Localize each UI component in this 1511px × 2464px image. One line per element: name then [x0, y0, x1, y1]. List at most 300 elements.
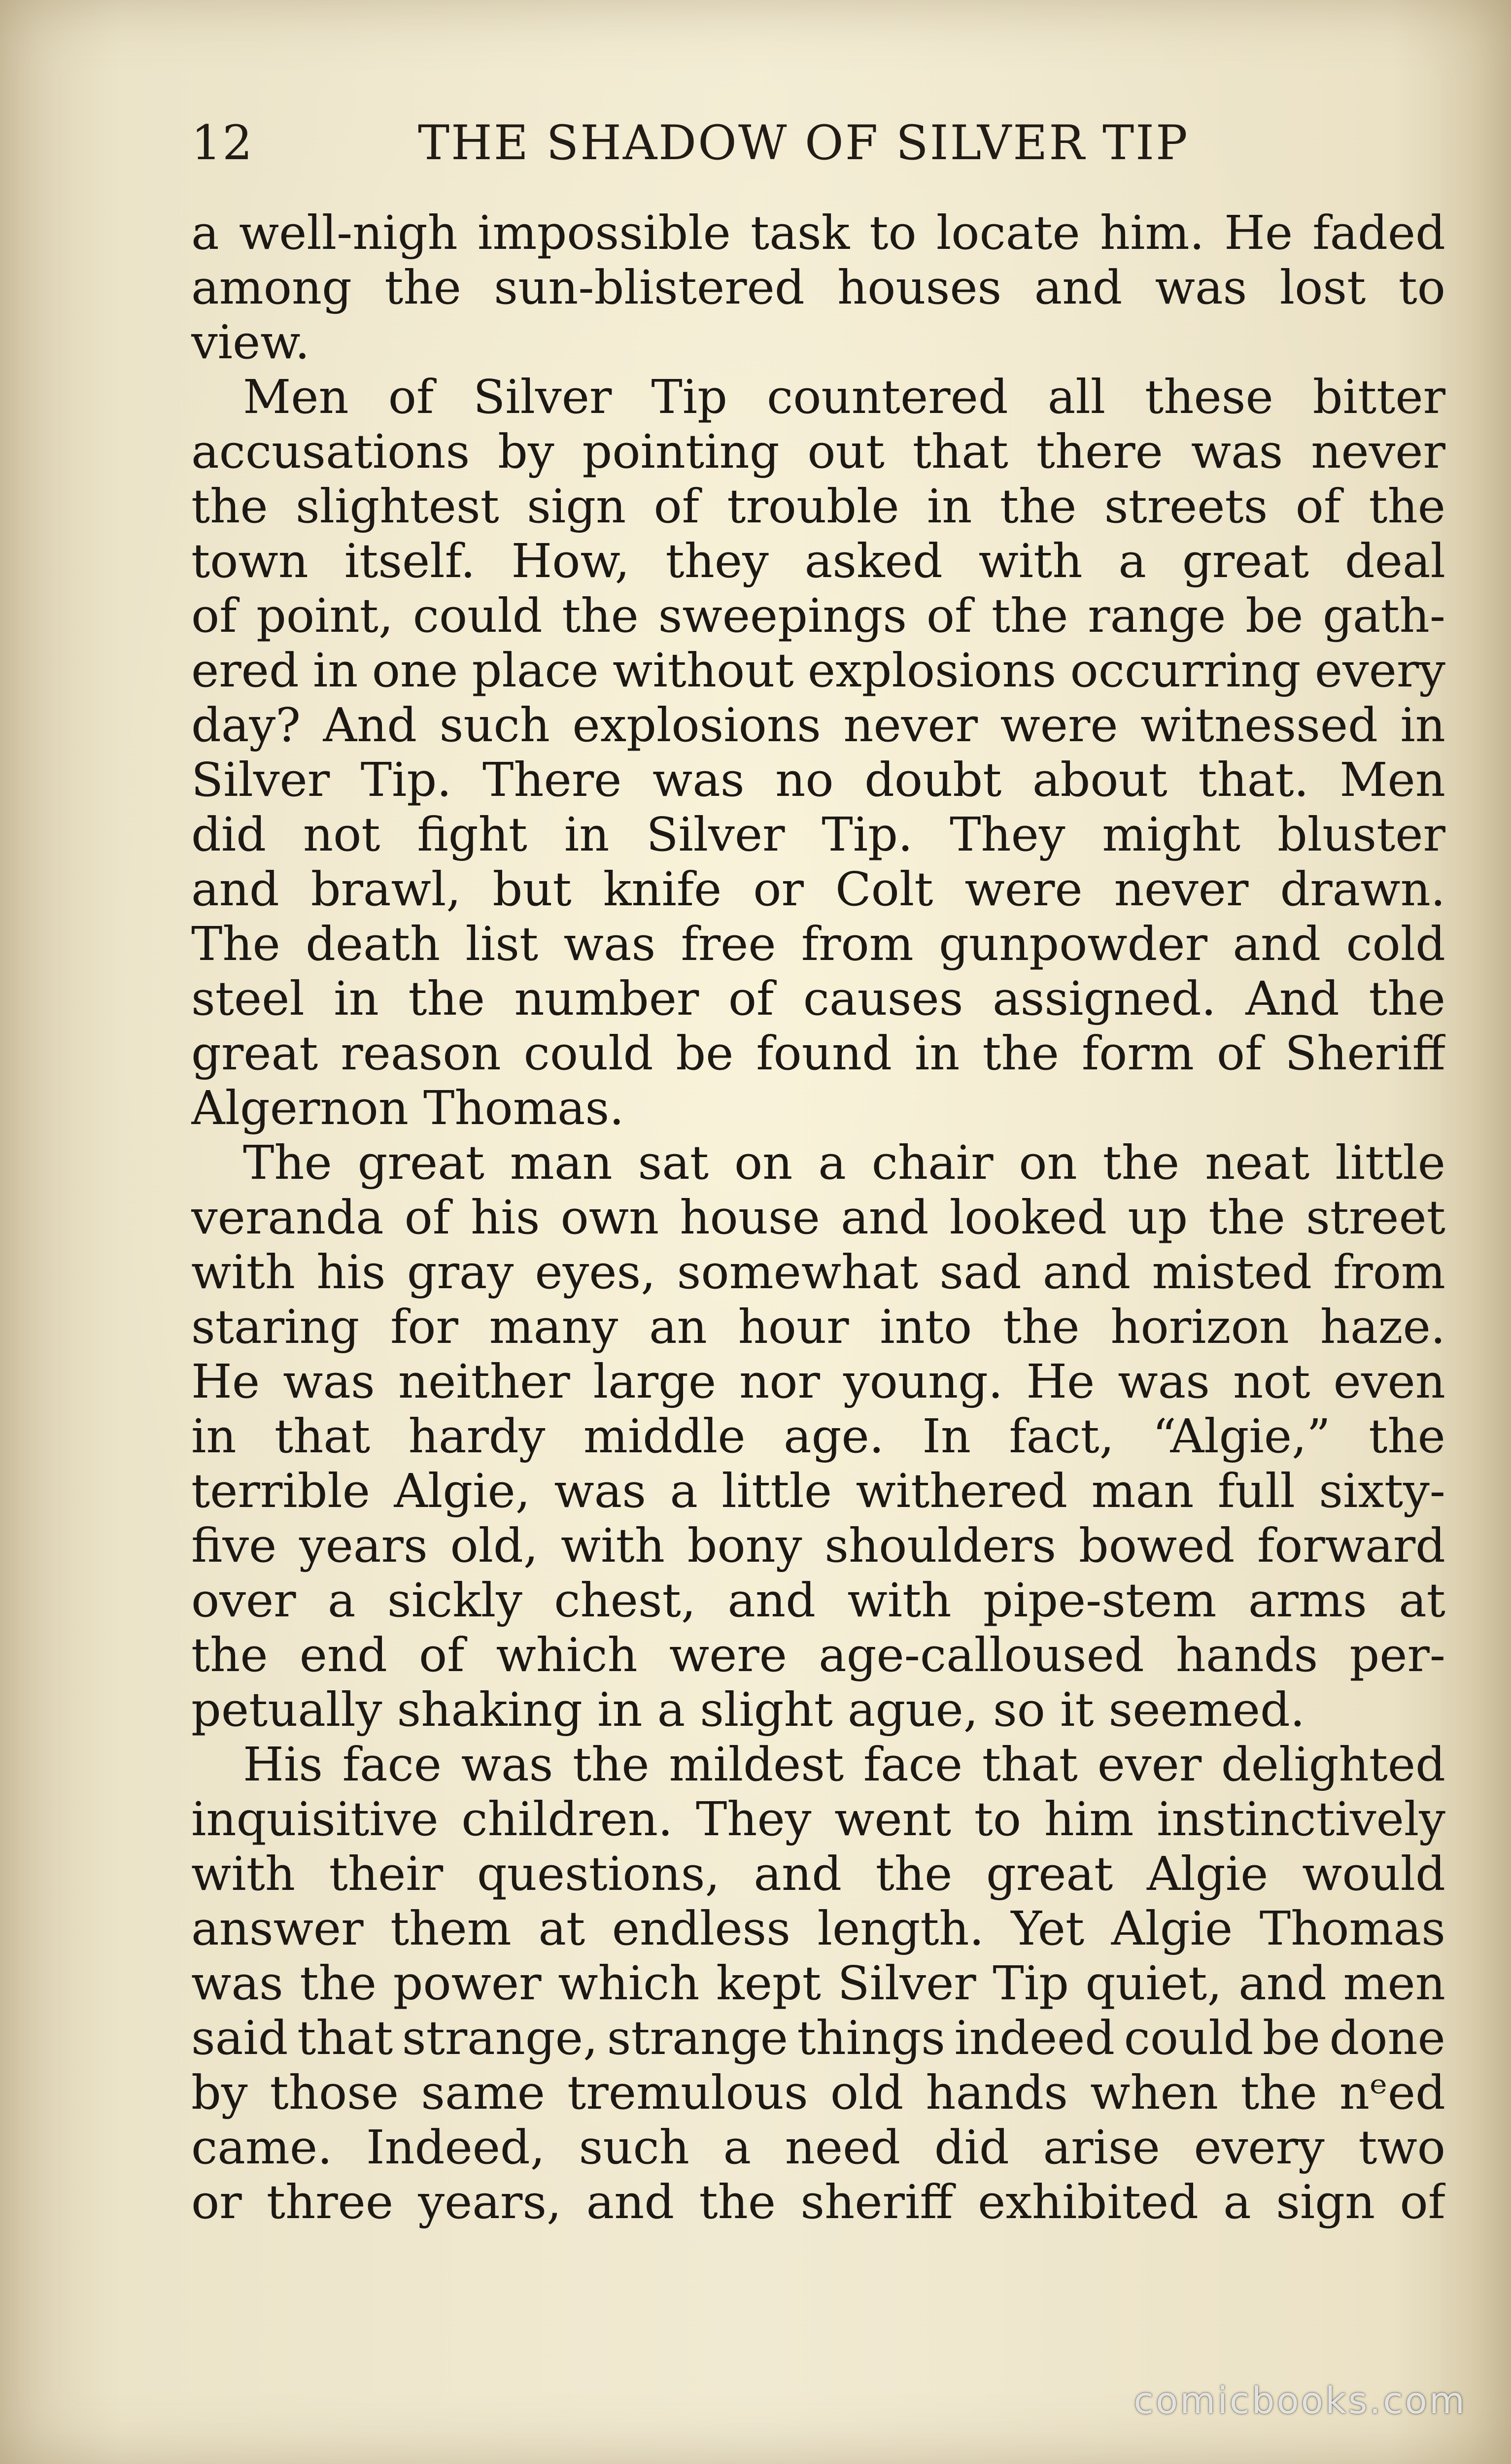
word: itself.: [344, 534, 476, 588]
word: in: [564, 808, 610, 862]
word: were: [669, 1628, 787, 1682]
word: He: [191, 1355, 260, 1409]
word: neither: [398, 1355, 570, 1409]
word: face: [863, 1738, 963, 1792]
word: years,: [418, 2175, 562, 2229]
word: years: [299, 1519, 428, 1573]
word: There: [482, 753, 622, 807]
word: neat: [1205, 1136, 1310, 1190]
word: that: [275, 1409, 371, 1464]
word: age-calloused: [819, 1628, 1144, 1682]
word: his: [471, 1191, 540, 1245]
word: with: [978, 534, 1083, 588]
word: little: [721, 1464, 832, 1518]
word: indeed: [954, 2011, 1115, 2065]
word: a: [1118, 534, 1146, 588]
word: on: [1019, 1136, 1077, 1190]
text-line: [191, 1683, 1445, 1738]
word: they: [665, 534, 769, 588]
word: all: [1047, 370, 1106, 424]
word: He: [1026, 1355, 1095, 1409]
word: the: [1003, 1300, 1080, 1354]
word: Silver: [837, 1956, 976, 2011]
word: every: [1194, 2121, 1325, 2175]
word: might: [1102, 808, 1241, 862]
word: day?: [191, 698, 301, 753]
word: and: [754, 1847, 842, 1901]
word: one: [372, 644, 458, 698]
word: the: [699, 2175, 776, 2229]
word: and: [1034, 261, 1123, 315]
word: withered: [856, 1464, 1068, 1518]
word: into: [880, 1300, 972, 1354]
text-line: [191, 808, 1445, 862]
text-line: [191, 862, 1445, 917]
word: Thomas: [1259, 1902, 1445, 1956]
word: of: [419, 1628, 465, 1682]
word: in: [1400, 698, 1445, 753]
word: with: [191, 1847, 296, 1901]
word: in: [927, 479, 972, 534]
word: misted: [1152, 1245, 1312, 1300]
word: two: [1358, 2121, 1445, 2175]
page-header: [191, 108, 1445, 177]
word: causes: [803, 972, 963, 1026]
word: could: [1124, 2011, 1254, 2065]
word: In: [922, 1409, 971, 1464]
text-line: [191, 2066, 1445, 2121]
word: faded: [1312, 206, 1445, 260]
word: a: [818, 1136, 846, 1190]
text-line: [191, 2011, 1445, 2066]
word: countered: [767, 370, 1008, 424]
word: of: [191, 589, 237, 643]
word: arise: [1043, 2121, 1160, 2175]
text-line: [191, 1081, 1445, 1136]
word: was: [191, 1956, 283, 2011]
word: drawn.: [1280, 862, 1445, 917]
word: was: [652, 753, 745, 807]
word: which: [558, 1956, 700, 2011]
word: about: [1032, 753, 1168, 807]
word: Sheriff: [1285, 1027, 1445, 1081]
word: chair: [871, 1136, 994, 1190]
word: that.: [1198, 753, 1309, 807]
word: explosions: [807, 644, 1057, 698]
word: sun-blistered: [494, 261, 805, 315]
word: sickly: [387, 1574, 522, 1628]
word: no: [775, 753, 834, 807]
word: and: [1238, 1956, 1327, 2011]
word: for: [390, 1300, 458, 1354]
word: well-nigh: [239, 206, 458, 260]
word: there: [1036, 425, 1163, 479]
word: be: [1262, 2011, 1320, 2065]
word: did: [934, 2121, 1009, 2175]
word: by: [498, 425, 554, 479]
word: at: [538, 1902, 585, 1956]
word: came.: [191, 2121, 333, 2175]
word: the: [982, 1027, 1060, 1081]
word: seemed.: [1108, 1683, 1305, 1737]
word: was: [1118, 1355, 1210, 1409]
word: exhibited: [978, 2175, 1199, 2229]
word: be: [676, 1027, 734, 1081]
word: or: [191, 2175, 242, 2229]
word: was: [563, 917, 656, 971]
word: Silver: [191, 753, 330, 807]
word: three: [266, 2175, 394, 2229]
word: old: [830, 2066, 904, 2120]
word: him: [1044, 1792, 1134, 1847]
word: every: [1314, 644, 1445, 698]
word: list: [465, 917, 539, 971]
word: gath-: [1323, 589, 1445, 643]
text-line: [191, 425, 1445, 479]
text-line: [191, 1300, 1445, 1355]
word: a: [670, 1464, 698, 1518]
word: free: [681, 917, 776, 971]
word: He: [1224, 206, 1293, 260]
word: The: [243, 1136, 332, 1190]
text-line: [191, 1792, 1445, 1847]
word: need: [785, 2121, 901, 2175]
word: steel: [191, 972, 305, 1026]
word: five: [191, 1519, 277, 1573]
text-line: [191, 1136, 1445, 1191]
word: strange: [607, 2011, 788, 2065]
word: so: [993, 1683, 1045, 1737]
word: and: [1233, 917, 1321, 971]
text-line: [191, 2121, 1445, 2175]
word: men: [1343, 1956, 1445, 2011]
word: Yet: [1011, 1902, 1085, 1956]
text-line: [191, 479, 1445, 534]
word: the: [875, 1847, 953, 1901]
word: They: [695, 1792, 812, 1847]
text-line: [191, 972, 1445, 1027]
word: when: [1090, 2066, 1219, 2120]
word: inquisitive: [191, 1792, 439, 1847]
word: quiet,: [1085, 1956, 1222, 2011]
word: man: [510, 1136, 613, 1190]
word: to: [974, 1792, 1022, 1847]
word: age.: [784, 1409, 884, 1464]
word: from: [801, 917, 914, 971]
word: of: [404, 1191, 450, 1245]
word: never: [1114, 862, 1249, 917]
word: of: [728, 972, 774, 1026]
word: mildest: [669, 1738, 844, 1792]
word: haze.: [1320, 1300, 1445, 1354]
word: petually: [191, 1683, 382, 1737]
word: bitter: [1312, 370, 1445, 424]
word: full: [1217, 1464, 1295, 1518]
word: the: [1369, 972, 1445, 1026]
word: end: [299, 1628, 387, 1682]
word: done: [1329, 2011, 1445, 2065]
word: hands: [1175, 1628, 1318, 1682]
text-line: [191, 753, 1445, 808]
word: not: [1233, 1355, 1310, 1409]
word: ered: [191, 644, 299, 698]
word: shoulders: [824, 1519, 1057, 1573]
word: same: [421, 2066, 545, 2120]
word: They: [950, 808, 1065, 862]
text-line: [191, 534, 1445, 589]
word: death: [306, 917, 441, 971]
word: of: [1295, 479, 1341, 534]
word: up: [1128, 1191, 1188, 1245]
text-line: [191, 206, 1445, 261]
word: eyes,: [535, 1245, 656, 1300]
word: on: [734, 1136, 793, 1190]
word: said: [191, 2011, 288, 2065]
word: bony: [687, 1519, 802, 1573]
word: out: [807, 425, 885, 479]
word: And: [1245, 972, 1339, 1026]
text-line: [191, 1464, 1445, 1519]
word: “Algie,”: [1152, 1409, 1331, 1464]
word: and: [191, 862, 279, 917]
text-line: [191, 1574, 1445, 1628]
word: reason: [341, 1027, 501, 1081]
word: his: [316, 1245, 386, 1300]
word: houses: [837, 261, 1002, 315]
text-line: [191, 1191, 1445, 1245]
word: sweepings: [658, 589, 907, 643]
word: of: [653, 479, 699, 534]
word: answer: [191, 1902, 364, 1956]
word: fact,: [1009, 1409, 1114, 1464]
word: point,: [256, 589, 394, 643]
word: house: [680, 1191, 820, 1245]
word: Thomas.: [423, 1081, 624, 1135]
word: found: [756, 1027, 892, 1081]
word: hour: [738, 1300, 849, 1354]
word: in: [334, 972, 379, 1026]
word: trouble: [727, 479, 899, 534]
word: task: [751, 206, 850, 260]
word: a: [1223, 2175, 1251, 2229]
word: such: [579, 2121, 689, 2175]
page-number: 12: [191, 115, 254, 171]
word: brawl,: [310, 862, 461, 917]
word: explosions: [572, 698, 821, 753]
word: to: [869, 206, 917, 260]
word: fight: [417, 808, 527, 862]
word: was: [283, 1355, 375, 1409]
word: strange,: [402, 2011, 598, 2065]
word: never: [1311, 425, 1445, 479]
word: accusations: [191, 425, 470, 479]
text-line: [191, 2175, 1445, 2230]
text-line: [191, 1245, 1445, 1300]
word: veranda: [191, 1191, 384, 1245]
word: little: [1335, 1136, 1445, 1190]
word: young.: [843, 1355, 1003, 1409]
word: him.: [1099, 206, 1204, 260]
word: endless: [612, 1902, 791, 1956]
word: His: [243, 1738, 323, 1792]
word: terrible: [191, 1464, 371, 1518]
word: them: [390, 1902, 512, 1956]
word: Algie: [1146, 1847, 1269, 1901]
word: hands: [926, 2066, 1068, 2120]
word: sixty-: [1319, 1464, 1445, 1518]
text-line: [191, 261, 1445, 315]
word: delighted: [1221, 1738, 1445, 1792]
word: were: [964, 862, 1083, 917]
word: but: [492, 862, 572, 917]
word: ague,: [847, 1683, 978, 1737]
word: sad: [939, 1245, 1022, 1300]
word: the: [1369, 479, 1445, 534]
word: gray: [407, 1245, 514, 1300]
word: great: [357, 1136, 484, 1190]
text-line: [191, 315, 1445, 370]
word: the: [408, 972, 485, 1026]
word: ever: [1097, 1738, 1202, 1792]
word: Silver: [646, 808, 785, 862]
word: those: [270, 2066, 399, 2120]
word: the: [384, 261, 461, 315]
word: slight: [700, 1683, 833, 1737]
word: shaking: [397, 1683, 583, 1737]
word: nor: [739, 1355, 820, 1409]
word: the: [991, 589, 1068, 643]
word: an: [649, 1300, 707, 1354]
word: that: [982, 1738, 1078, 1792]
word: which: [496, 1628, 638, 1682]
word: over: [191, 1574, 296, 1628]
word: asked: [804, 534, 943, 588]
text-line: [191, 1409, 1445, 1464]
word: power: [393, 1956, 542, 2011]
word: could: [412, 589, 543, 643]
text-line: [191, 589, 1445, 644]
word: to: [1398, 261, 1445, 315]
word: Algie,: [394, 1464, 530, 1518]
word: slightest: [295, 479, 499, 534]
word: the: [191, 479, 268, 534]
text-line: [191, 644, 1445, 698]
word: the: [1369, 1409, 1445, 1464]
word: doubt: [864, 753, 1002, 807]
word: did: [191, 808, 267, 862]
word: of: [926, 589, 972, 643]
word: nᵉed: [1339, 2066, 1445, 2120]
word: great: [191, 1027, 318, 1081]
word: many: [489, 1300, 618, 1354]
word: a: [723, 2121, 752, 2175]
word: middle: [583, 1409, 746, 1464]
word: Men: [243, 370, 349, 424]
word: man: [1091, 1464, 1194, 1518]
word: the: [300, 1956, 377, 2011]
word: impossible: [478, 206, 731, 260]
word: such: [439, 698, 550, 753]
word: without: [613, 644, 794, 698]
word: length.: [817, 1902, 984, 1956]
word: the: [562, 589, 639, 643]
word: forward: [1257, 1519, 1445, 1573]
word: Colt: [835, 862, 933, 917]
word: in: [597, 1683, 643, 1737]
word: even: [1333, 1355, 1445, 1409]
word: horizon: [1110, 1300, 1289, 1354]
word: their: [329, 1847, 444, 1901]
word: that: [297, 2011, 393, 2065]
text-line: [191, 1628, 1445, 1683]
word: never: [843, 698, 978, 753]
word: was: [1155, 261, 1247, 315]
word: a: [191, 206, 219, 260]
text-line: [191, 370, 1445, 425]
body-text: [191, 206, 1445, 2230]
word: Algernon: [191, 1081, 409, 1135]
word: street: [1305, 1191, 1445, 1245]
word: a: [657, 1683, 686, 1737]
word: view.: [191, 315, 310, 370]
word: were: [1000, 698, 1118, 753]
word: lost: [1279, 261, 1366, 315]
word: Tip: [651, 370, 727, 424]
word: sign: [527, 479, 626, 534]
word: Indeed,: [366, 2121, 545, 2175]
word: How,: [511, 534, 630, 588]
word: by: [191, 2066, 248, 2120]
word: arms: [1248, 1574, 1367, 1628]
text-line: [191, 1902, 1445, 1956]
word: with: [847, 1574, 952, 1628]
text-line: [191, 1738, 1445, 1792]
word: Men: [1339, 753, 1445, 807]
word: not: [303, 808, 380, 862]
word: own: [560, 1191, 659, 1245]
word: was: [461, 1738, 553, 1792]
word: the: [191, 1628, 268, 1682]
word: was: [1191, 425, 1283, 479]
word: things: [797, 2011, 945, 2065]
word: range: [1088, 589, 1226, 643]
word: pointing: [582, 425, 780, 479]
word: great: [1182, 534, 1309, 588]
word: bluster: [1277, 808, 1445, 862]
word: great: [986, 1847, 1113, 1901]
word: place: [472, 644, 599, 698]
word: sign: [1276, 2175, 1375, 2229]
word: cold: [1346, 917, 1445, 971]
word: in: [191, 1409, 237, 1464]
word: and: [1042, 1245, 1131, 1300]
word: with: [191, 1245, 296, 1300]
text-line: [191, 1847, 1445, 1902]
word: the: [999, 479, 1077, 534]
word: Tip.: [822, 808, 913, 862]
word: face: [342, 1738, 442, 1792]
word: these: [1145, 370, 1273, 424]
text-line: [191, 1355, 1445, 1409]
word: tremulous: [567, 2066, 808, 2120]
word: number: [514, 972, 699, 1026]
word: questions,: [477, 1847, 720, 1901]
word: sheriff: [800, 2175, 953, 2229]
word: per-: [1349, 1628, 1445, 1682]
word: sat: [638, 1136, 709, 1190]
word: chest,: [554, 1574, 696, 1628]
word: at: [1399, 1574, 1445, 1628]
